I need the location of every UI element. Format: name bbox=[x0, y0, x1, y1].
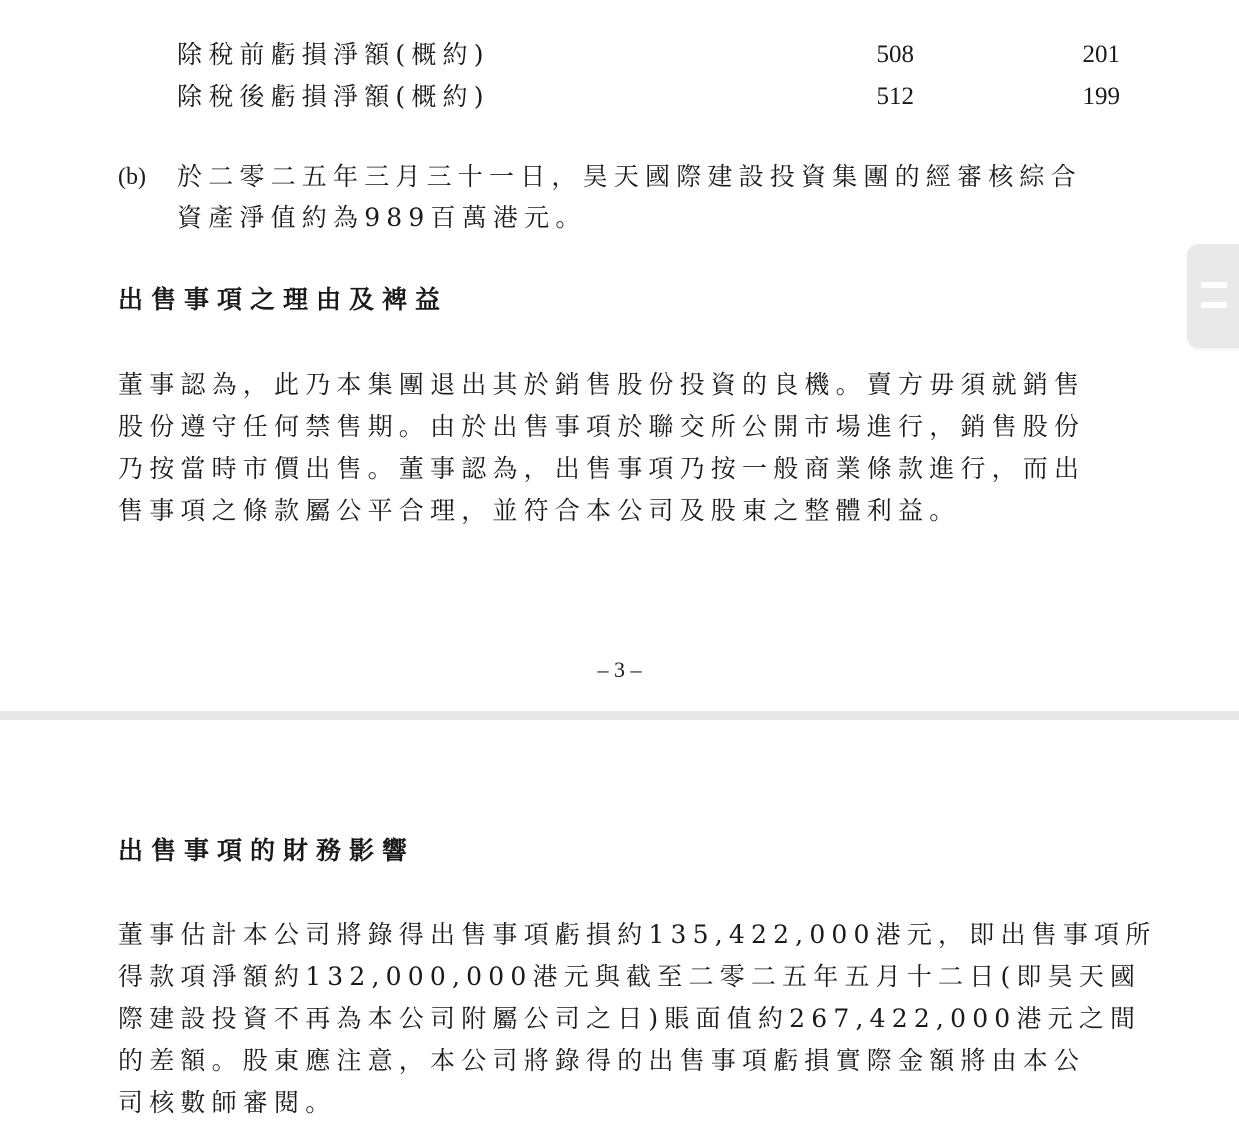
table-cell-value: 508 bbox=[876, 41, 914, 68]
section-heading: 出售事項之理由及裨益 bbox=[118, 285, 449, 314]
section-heading: 出售事項的財務影響 bbox=[118, 836, 416, 865]
list-item-marker: (b) bbox=[118, 164, 146, 190]
page-number: – 3 – bbox=[597, 657, 642, 682]
paragraph-line: 的差額。股東應注意，本公司將錄得的出售事項虧損實際金額將由本公 bbox=[118, 1046, 1086, 1075]
table-cell-value: 512 bbox=[876, 83, 914, 110]
table-row-label: 除稅前虧損淨額(概約) bbox=[177, 40, 490, 69]
paragraph-line: 售事項之條款屬公平合理，並符合本公司及股東之整體利益。 bbox=[118, 496, 961, 525]
paragraph-line: 董事認為，此乃本集團退出其於銷售股份投資的良機。賣方毋須就銷售 bbox=[118, 370, 1086, 399]
paragraph-line: 股份遵守任何禁售期。由於出售事項於聯交所公開市場進行，銷售股份 bbox=[118, 412, 1086, 441]
page-separator bbox=[0, 711, 1239, 720]
table-row-label: 除稅後虧損淨額(概約) bbox=[177, 82, 490, 111]
side-menu-tab[interactable] bbox=[1187, 244, 1239, 348]
table-cell-value: 201 bbox=[1082, 41, 1120, 68]
paragraph-line: 際建設投資不再為本公司附屬公司之日)賬面值約267,422,000港元之間 bbox=[118, 1004, 1142, 1033]
paragraph-line: 董事估計本公司將錄得出售事項虧損約135,422,000港元，即出售事項所 bbox=[118, 920, 1157, 949]
document-page-4 bbox=[0, 720, 1239, 1145]
paragraph-line: 司核數師審閱。 bbox=[118, 1088, 337, 1117]
paragraph-line: 資產淨值約為989百萬港元。 bbox=[177, 203, 587, 232]
table-cell-value: 199 bbox=[1082, 83, 1120, 110]
paragraph-line: 得款項淨額約132,000,000港元與截至二零二五年五月十二日(即昊天國 bbox=[118, 962, 1142, 991]
paragraph-line: 乃按當時市價出售。董事認為，出售事項乃按一般商業條款進行，而出 bbox=[118, 454, 1086, 483]
paragraph-line: 於二零二五年三月三十一日，昊天國際建設投資集團的經審核綜合 bbox=[177, 162, 1082, 191]
